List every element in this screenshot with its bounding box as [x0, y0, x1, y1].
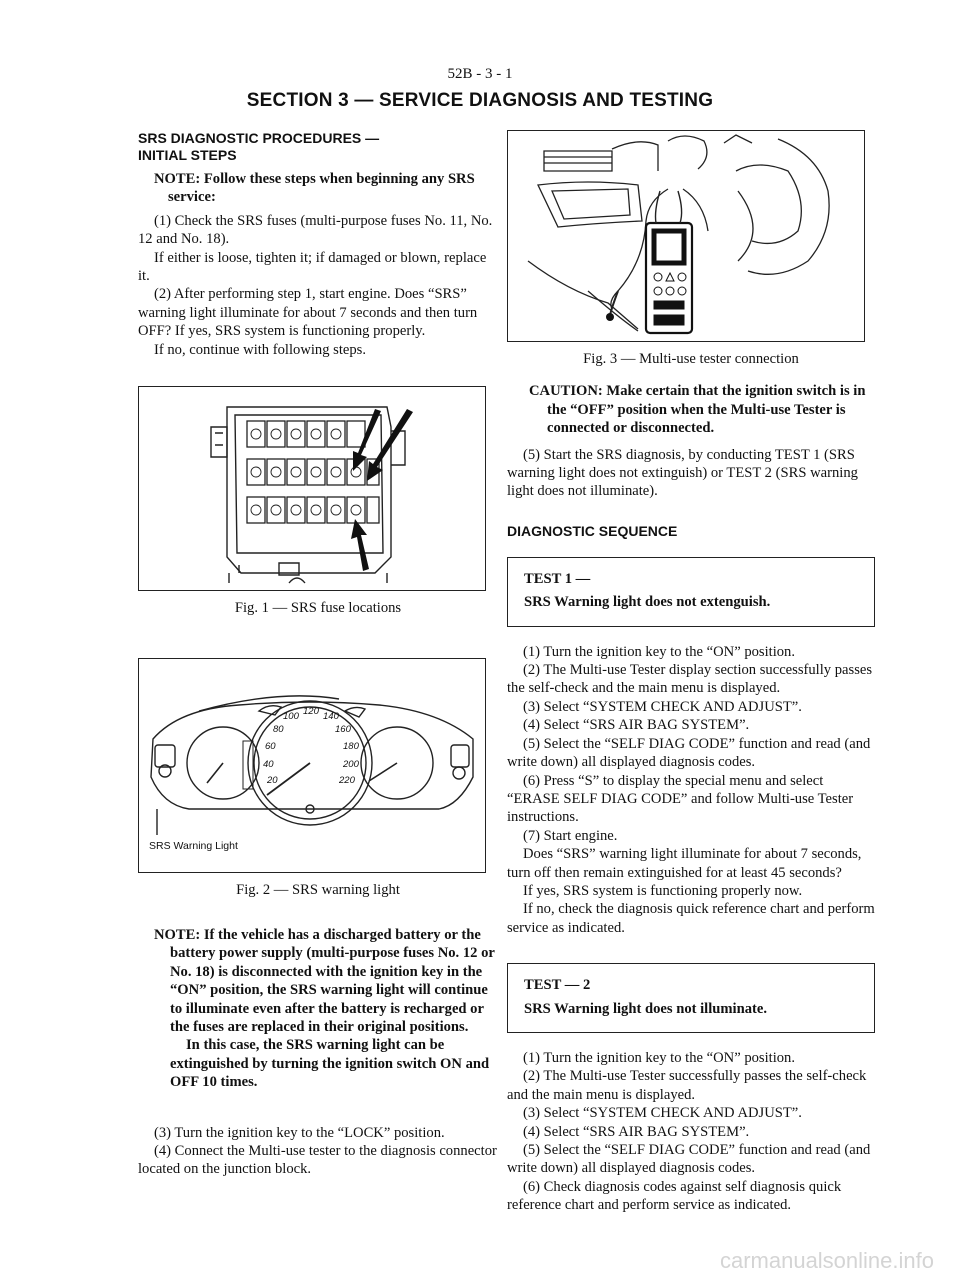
test-1-box	[507, 557, 875, 627]
gauge-number: 120	[303, 706, 319, 718]
test-1-step-2: (2) The Multi-use Tester display section successfully passes the self-check and the main menu is displayed.	[507, 662, 873, 697]
step-1-detail: If either is loose, tighten it; if damaged or blown, replace it.	[138, 249, 487, 285]
step-2: (2) After performing step 1, start engine. Does “SRS” warning light illuminate for about 7 seconds and then turn OFF? If yes, SRS system is functioning properly.	[138, 286, 478, 340]
gauge-number: 160	[335, 724, 351, 736]
diagnostic-sequence-heading: DIAGNOSTIC SEQUENCE	[507, 522, 678, 539]
note-extinguish: In this case, the SRS warning light can be extinguished by turning the ignition switch ON and OFF 10 times.	[170, 1037, 490, 1091]
gauge-number: 220	[339, 775, 355, 787]
caution-ignition-switch: CAUTION: Make certain that the ignition switch is in the “OFF” position when the Multi-use Tester is connected or disconnected.	[529, 383, 866, 437]
instrument-cluster-drawing	[139, 659, 485, 872]
test-2-step-4: (4) Select “SRS AIR BAG SYSTEM”.	[523, 1123, 750, 1140]
test-2-title: TEST — 2	[524, 977, 591, 994]
step-4: (4) Connect the Multi-use tester to the diagnosis connector located on the junction block.	[138, 1142, 497, 1178]
heading-initial-steps: INITIAL STEPS	[138, 147, 237, 163]
test-2-step-3: (3) Select “SYSTEM CHECK AND ADJUST”.	[523, 1105, 802, 1122]
step-1: (1) Check the SRS fuses (multi-purpose fuses No. 11, No. 12 and No. 18).	[138, 212, 493, 248]
test-1-step-7-no: If no, check the diagnosis quick reference chart and perform service as indicated.	[507, 901, 875, 936]
test-1-step-7: (7) Start engine.	[523, 827, 618, 844]
multi-use-tester	[646, 223, 692, 333]
figure-2-instrument-cluster	[138, 658, 486, 873]
note-discharged-battery: NOTE: If the vehicle has a discharged battery or the battery power supply (multi-purpose fuses No. 12 or No. 18) is disconnected with the ignition key in the “ON” position, the SRS warning light will continue to illuminate even after the battery is recharged or the fuses are replaced in their original positions.	[154, 926, 495, 1035]
gauge-number: 200	[343, 759, 359, 771]
figure-3-tester	[507, 130, 865, 342]
test-1-step-1: (1) Turn the ignition key to the “ON” position.	[523, 643, 795, 660]
figure-1-fuse-box	[138, 386, 486, 591]
gauge-number: 80	[273, 724, 284, 736]
test-1-title: TEST 1 —	[524, 570, 591, 587]
test-2-step-2: (2) The Multi-use Tester successfully passes the self-check and the main menu is displayed.	[507, 1068, 867, 1103]
srs-warning-light-label: SRS Warning Light	[149, 840, 238, 853]
fig3-caption: Fig. 3 — Multi-use tester connection	[583, 351, 799, 367]
gauge-number: 20	[267, 775, 278, 787]
fuse-box-drawing	[139, 387, 485, 590]
fig1-caption: Fig. 1 — SRS fuse locations	[234, 600, 402, 617]
step-3: (3) Turn the ignition key to the “LOCK” position.	[154, 1124, 445, 1141]
gauge-number: 140	[323, 711, 339, 723]
test-2-step-5: (5) Select the “SELF DIAG CODE” function and read (and write down) all displayed diagnosis codes.	[507, 1142, 871, 1177]
test-2-step-1: (1) Turn the ignition key to the “ON” position.	[523, 1049, 795, 1066]
test-1-step-3: (3) Select “SYSTEM CHECK AND ADJUST”.	[523, 698, 802, 715]
right-column	[507, 130, 875, 1215]
gauge-number: 60	[265, 741, 276, 753]
left-column	[138, 130, 498, 1179]
test-1-subtitle: SRS Warning light does not extenguish.	[524, 594, 771, 611]
section-title: SECTION 3 — SERVICE DIAGNOSIS AND TESTING	[246, 90, 714, 111]
watermark: carmanualsonline.info	[719, 1248, 934, 1273]
test-2-box	[507, 963, 875, 1033]
test-1-step-4: (4) Select “SRS AIR BAG SYSTEM”.	[523, 717, 750, 734]
test-2-subtitle: SRS Warning light does not illuminate.	[524, 1000, 768, 1017]
tester-connection-drawing	[508, 131, 864, 341]
test-2-step-6: (6) Check diagnosis codes against self diagnosis quick reference chart and perform service as indicated.	[507, 1178, 842, 1214]
note-srs-service: NOTE: Follow these steps when beginning any SRS service:	[154, 171, 475, 206]
test-1-step-7-question: Does “SRS” warning light illuminate for about 7 seconds, turn off then remain extinguished for at least 45 seconds?	[507, 846, 862, 881]
test-1-step-6: (6) Press “S” to display the special menu and select “ERASE SELF DIAG CODE” and follow Multi-use Tester instructions.	[507, 772, 854, 826]
test-1-step-5: (5) Select the “SELF DIAG CODE” function and read (and write down) all displayed diagnosis codes.	[507, 735, 871, 771]
test-1-step-7-yes: If yes, SRS system is functioning properly now.	[523, 882, 803, 899]
step-2-detail: If no, continue with following steps.	[154, 341, 366, 358]
page-number: 52B - 3 - 1	[447, 66, 513, 82]
fig2-caption: Fig. 2 — SRS warning light	[236, 882, 400, 899]
gauge-number: 40	[263, 759, 274, 771]
heading-srs-procedures: SRS DIAGNOSTIC PROCEDURES —	[138, 130, 380, 146]
gauge-number: 180	[343, 741, 359, 753]
gauge-number: 100	[283, 711, 299, 723]
fuse-grid	[247, 421, 379, 523]
step-5: (5) Start the SRS diagnosis, by conducting TEST 1 (SRS warning light does not extinguish) or TEST 2 (SRS warning light does not illuminate).	[507, 446, 858, 500]
